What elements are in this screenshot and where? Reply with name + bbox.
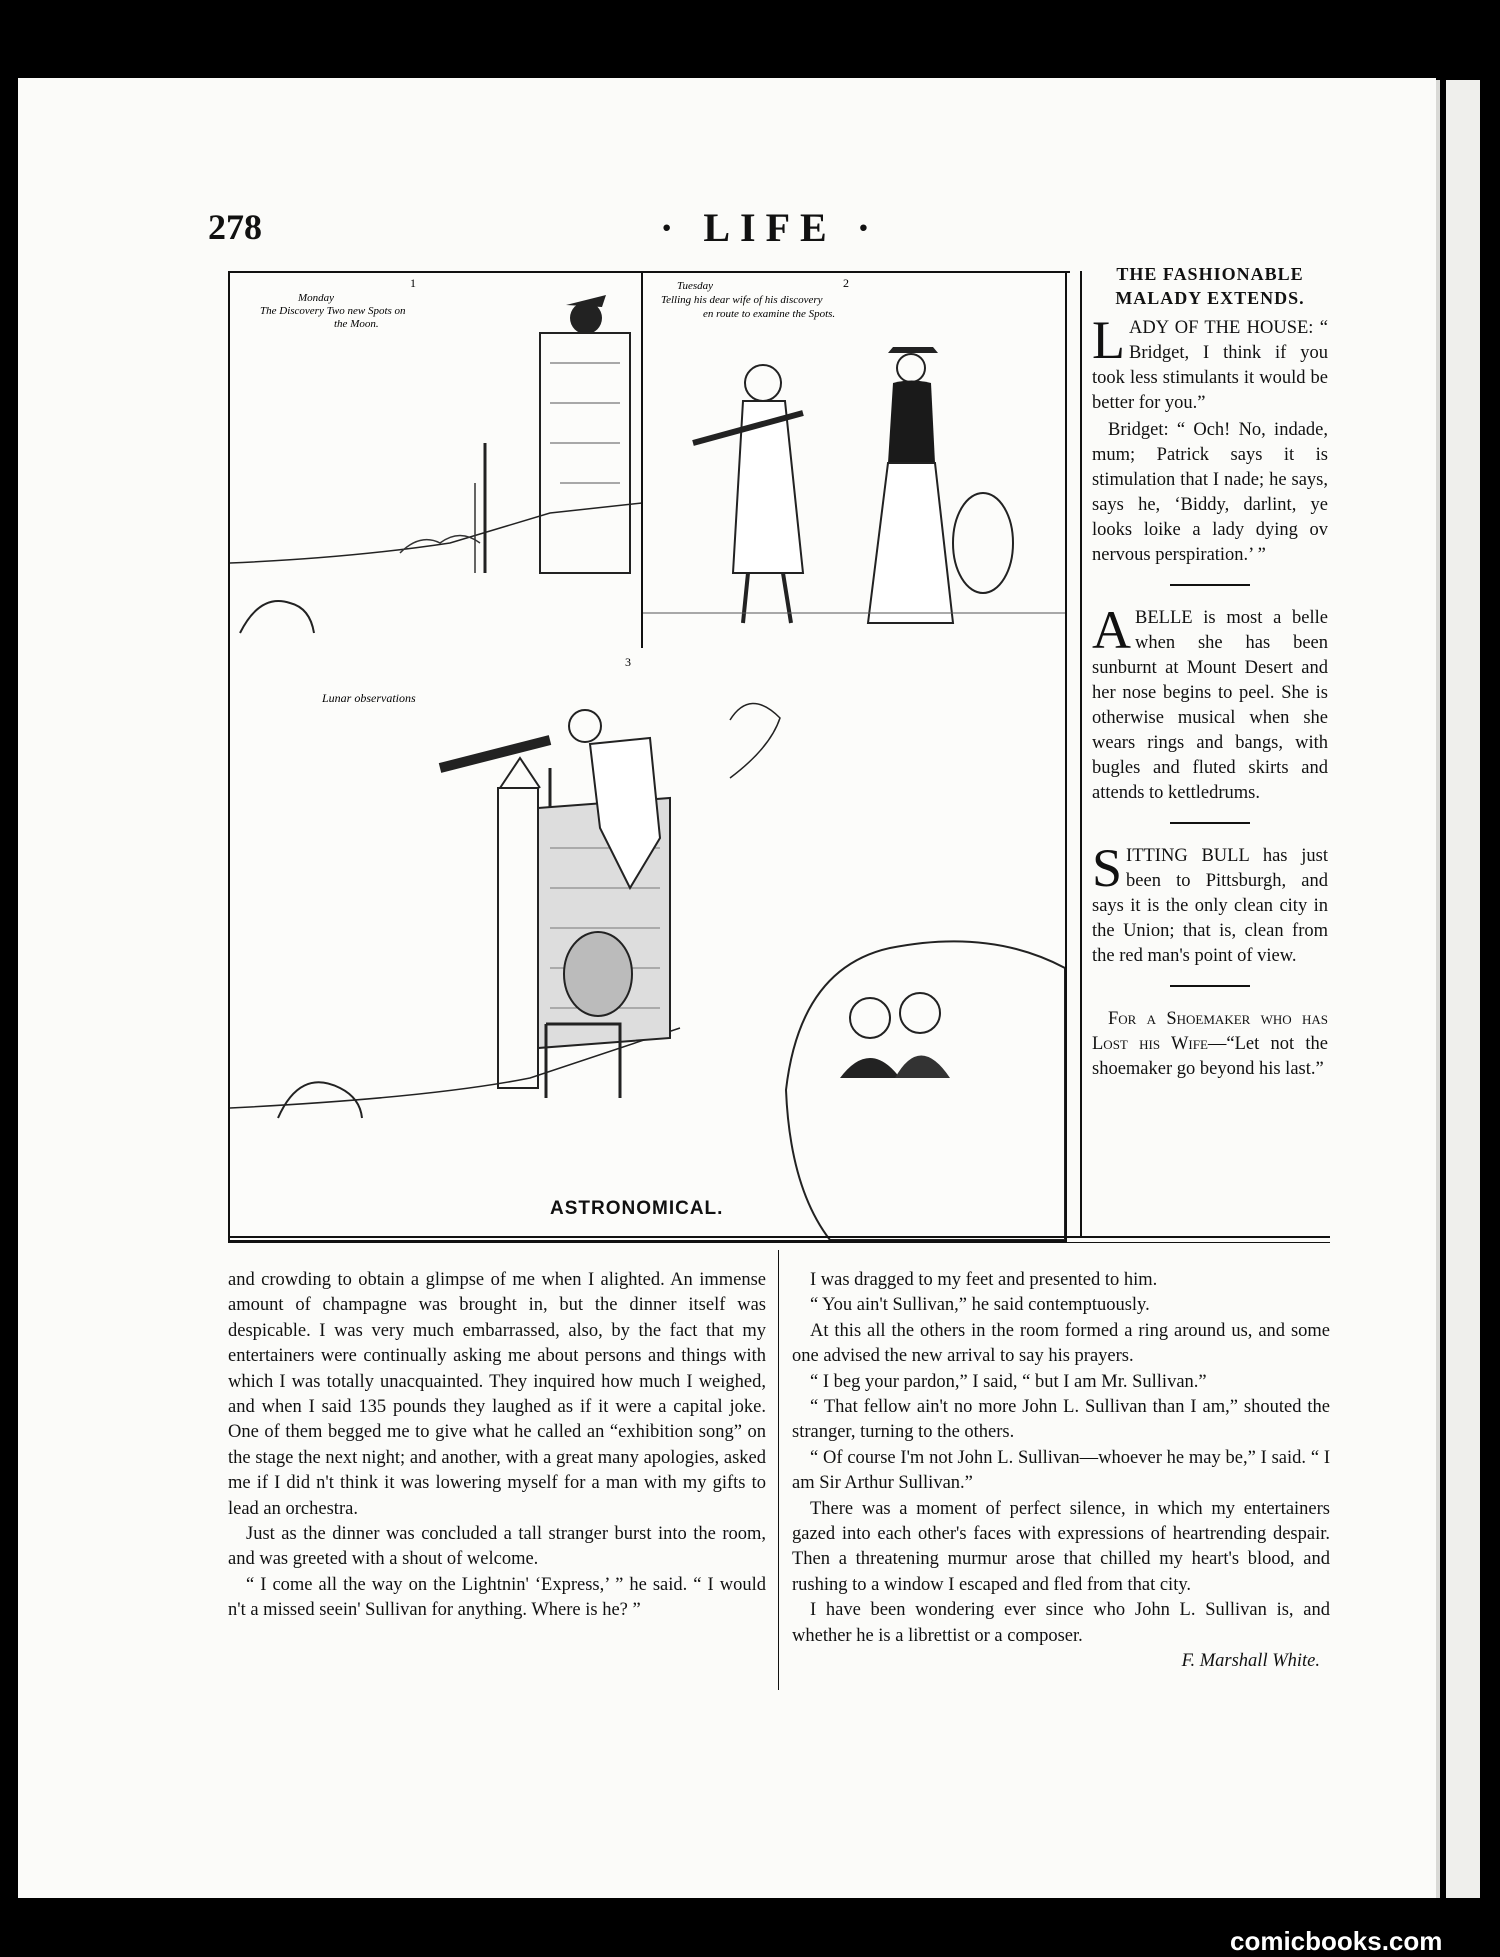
sidebar-item-1-p2: Bridget: “ Och! No, indade, mum; Patrick says it is stimulation that I nade; he says, says he, ‘Biddy, darlint, ye looks loike a lady dying ov nervous perspiration.’ ” [1092, 420, 1328, 565]
page-number: 278 [208, 207, 262, 247]
drop-cap-a: A [1092, 600, 1131, 660]
panel-1-note-1: Monday [298, 292, 335, 304]
story-left-p3: “ I come all the way on the Lightnin' ‘Express,’ ” he said. “ I would n't a missed seein' Sullivan for anything. Where is he? ” [228, 1574, 766, 1621]
panel-3-note-top: Lunar observations [322, 691, 416, 705]
watermark: comicbooks.com [1230, 1926, 1443, 1956]
sidebar-divider-3 [1170, 985, 1250, 987]
panel-3-number: 3 [625, 655, 631, 669]
sidebar-item-2-text: BELLE is most a belle when she has been sunburnt at Mount Desert and her nose begins to peel. She is otherwise musical when she wears rings and bangs, with bugles and fluted skirts and attends to kettledrums. [1092, 608, 1328, 803]
sidebar-item-3-text: ITTING BULL has just been to Pittsburgh, and says it is the only clean city in the Union; that is, clean from the red man's point of view. [1092, 846, 1328, 966]
panel-1-number: 1 [410, 276, 416, 290]
story-column-divider [778, 1250, 779, 1690]
story-rule-1 [228, 1236, 1330, 1238]
sidebar-divider-2 [1170, 822, 1250, 824]
drop-cap-l: L [1092, 310, 1125, 370]
masthead: · LIFE · [660, 205, 881, 250]
panel-2-number: 2 [843, 276, 849, 290]
page-edge [1436, 80, 1440, 1898]
cartoon-panel-2 [641, 271, 1067, 651]
drop-cap-s: S [1092, 838, 1123, 898]
column-divider [1080, 271, 1082, 1236]
sidebar-divider-1 [1170, 584, 1250, 586]
cartoon-panel-1 [228, 271, 644, 651]
story-right-p8: I have been wondering ever since who John L. Sullivan is, and whether he is a librettist or a composer. [792, 1600, 1330, 1646]
story-left-column [228, 1268, 766, 1624]
story-right-p7: There was a moment of perfect silence, in which my entertainers gazed into each other's faces with expressions of heartrending despair. Then a threatening murmur arose that chilled my heart's blood, and rushing to a window I escaped and fled from that city. [792, 1498, 1330, 1595]
sidebar-item-4-lead: For a Shoemaker who has Lost his Wife [1092, 1009, 1328, 1054]
cartoon-panel-3 [228, 648, 1067, 1242]
sidebar-item-1-text: ADY OF THE HOUSE: “ Bridget, I think if you took less stimulants it would be better for you.” [1092, 318, 1328, 413]
story-right-p2: “ You ain't Sullivan,” he said contemptuously. [810, 1295, 1150, 1316]
panel-2-note-3: en route to examine the Spots. [703, 308, 836, 320]
story-right-column [792, 1268, 1330, 1675]
panel-1-drawing [230, 273, 642, 649]
story-right-p1: I was dragged to my feet and presented to him. [810, 1270, 1158, 1290]
panel-1-note-3: the Moon. [334, 318, 379, 330]
cartoon-caption: ASTRONOMICAL. [550, 1198, 724, 1219]
story-rule-2 [228, 1242, 1330, 1243]
sidebar-item-4 [1092, 1007, 1328, 1082]
next-page-strip [1446, 80, 1480, 1898]
author-signature: F. Marshall White. [1181, 1651, 1320, 1672]
story-left-p2: Just as the dinner was concluded a tall stranger burst into the room, and was greeted with a shout of welcome. [228, 1524, 766, 1570]
story-right-p6: “ Of course I'm not John L. Sullivan—whoever he may be,” I said. “ I am Sir Arthur Sullivan.” [792, 1447, 1330, 1494]
sidebar-item-1-p1 [1092, 310, 1328, 416]
story-right-p5: “ That fellow ain't no more John L. Sullivan than I am,” shouted the stranger, turning to the others. [792, 1397, 1330, 1443]
sidebar-item-2 [1092, 600, 1328, 806]
story-right-p3: At this all the others in the room formed a ring around us, and some one advised the new arrival to say his prayers. [792, 1320, 1330, 1367]
sidebar-item-3 [1092, 838, 1328, 969]
sidebar-item-4-text: —“Let not the shoemaker go beyond his last.” [1092, 1034, 1329, 1079]
panel-2-note-1: Tuesday [677, 280, 714, 292]
panel-2-drawing [643, 273, 1065, 649]
panel-3-drawing [230, 648, 1065, 1240]
story-right-p4: “ I beg your pardon,” I said, “ but I am Mr. Sullivan.” [810, 1371, 1207, 1392]
sidebar-heading-1: THE FASHIONABLE MALADY EXTENDS. [1115, 264, 1305, 308]
panel-2-note-2: Telling his dear wife of his discovery [661, 294, 823, 306]
panel-1-note-2: The Discovery Two new Spots on [260, 305, 406, 317]
sidebar-column [1092, 262, 1328, 1084]
story-left-p1: and crowding to obtain a glimpse of me when I alighted. An immense amount of champagne was brought in, but the dinner itself was despicable. I was very much embarrassed, also, by the fact that my entertainers were continually asking me about persons and things with which I was totally unacquainted. They inquired how much I weighed, and when I said 135 pounds they laughed as if it were a capital joke. One of them begged me to give what he called an “exhibition song” on the stage the next night; and another, with a great many apologies, asked me if I did n't think it was lowering myself for a man with my gifts to lead an orchestra. [228, 1270, 766, 1519]
